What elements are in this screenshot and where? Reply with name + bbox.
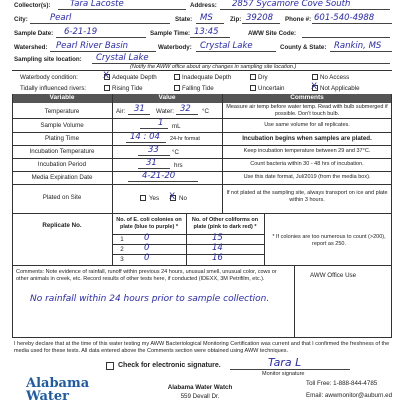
phone-label: Phone #: [285, 16, 312, 23]
org-name: Alabama Water Watch [167, 384, 233, 391]
county-state-value[interactable]: Rankin, MS [334, 41, 382, 51]
electronic-signature-checkbox[interactable] [106, 362, 114, 370]
plated-on-site-label: Plated on Site [42, 194, 82, 201]
sample-volume-comment: Use same volume for all replicates. [264, 122, 350, 128]
sampling-location-value[interactable]: Crystal Lake [96, 53, 149, 63]
org-address: 559 Devall Dr. [180, 393, 220, 400]
replicate-1-ecoli[interactable]: 0 [144, 233, 150, 243]
uncertain-checkbox[interactable] [250, 85, 256, 91]
plated-yes-label: Yes [149, 195, 160, 202]
watershed-label: Watershed: [14, 44, 48, 51]
incubation-temp-unit: °C [172, 149, 179, 156]
incubation-period-unit: hrs [174, 162, 183, 169]
replicates-footnote: * If colonies are too numerous to count (>200), report as 250. [272, 234, 386, 247]
replicate-3-no: 3 [120, 256, 124, 263]
media-exp-value[interactable]: 4-21-20 [142, 171, 176, 181]
collectors-value[interactable]: Tara Lacoste [70, 0, 124, 9]
email[interactable]: Email: awwmonitor@auburn.ed [306, 392, 393, 399]
plating-time-label: Plating Time [44, 135, 80, 142]
notify-note: (Notify the AWW office about any changes in sampling site location.) [130, 64, 297, 70]
adequate-depth-mark: X [103, 71, 110, 81]
address-value[interactable]: 2857 Sycamore Cove South [232, 0, 351, 9]
plating-time-comment: Incubation begins when samples are plated. [242, 135, 372, 142]
state-value[interactable]: MS [200, 13, 213, 23]
phone-value[interactable]: 601-540-4988 [314, 13, 375, 23]
water-value[interactable]: 32 [180, 104, 191, 114]
sample-volume-value[interactable]: 1 [158, 118, 164, 128]
certification-text: I hereby declare that at the time of this water testing my AWW Bacteriological Monitoring Certification was current and that I confirmed the freshness of the media used for these tests. All data entered above the Comments section were obtained using AWW techniques. [14, 341, 390, 354]
replicate-no-header: Replicate No. [42, 222, 82, 229]
incubation-temp-value[interactable]: 33 [148, 145, 159, 155]
rising-tide-label: Rising Tide [112, 85, 143, 92]
zip-label: Zip: [230, 16, 242, 23]
plated-comment: If not plated at the sampling site, always transport on ice and plate within 3 hours. [226, 190, 388, 203]
incubation-temp-comment: Keep incubation temperature between 29 and 37°C. [243, 148, 371, 154]
falling-tide-label: Falling Tide [182, 85, 214, 92]
site-code-field[interactable] [302, 37, 390, 38]
air-value[interactable]: 31 [134, 104, 145, 114]
plated-no-label: No [179, 195, 187, 202]
uncertain-label: Uncertain [258, 85, 285, 92]
state-label: State: [175, 16, 193, 23]
electronic-signature-label: Check for electronic signature. [118, 362, 221, 369]
sample-date-value[interactable]: 6-21-19 [64, 27, 98, 37]
replicate-2-ecoli[interactable]: 0 [144, 243, 150, 253]
temp-comment: Measure air temp before water temp. Read with bulb submerged if possible. Don't touch bulb. [226, 104, 388, 117]
water-label: Water: [156, 108, 174, 115]
toll-free: Toll Free: 1-888-844-4785 [306, 380, 378, 387]
plating-time-unit: 24-hr format [170, 136, 200, 142]
waterbody-condition-label: Waterbody condition: [20, 74, 78, 81]
waterbody-label: Waterbody: [158, 44, 192, 51]
incubation-period-comment: Count bacteria within 30 - 48 hrs of incubation. [250, 161, 364, 167]
county-state-label: County & State: [280, 44, 327, 51]
collectors-label: Collector(s): [14, 2, 51, 9]
incubation-period-label: Incubation Period [37, 161, 87, 168]
temperature-label: Temperature [44, 108, 80, 115]
inadequate-depth-label: Inadequate Depth [182, 74, 232, 81]
monitor-signature-label: Monitor signature [262, 371, 305, 377]
inadequate-depth-checkbox[interactable] [174, 74, 180, 80]
sample-volume-label: Sample Volume [40, 122, 84, 129]
media-exp-label: Media Expiration Date [31, 174, 93, 181]
air-label: Air: [116, 108, 126, 115]
incubation-temp-label: Incubation Temperature [29, 148, 95, 155]
replicate-2-other[interactable]: 14 [212, 243, 223, 253]
rising-tide-checkbox[interactable] [104, 85, 110, 91]
sample-time-value[interactable]: 13:45 [194, 27, 219, 37]
media-exp-comment: Use this date format, Jul/2019 (from the media box). [243, 174, 371, 180]
comments-header: Comments [222, 94, 392, 103]
replicate-1-other[interactable]: 15 [212, 233, 223, 243]
watershed-value[interactable]: Pearl River Basin [56, 41, 129, 51]
plated-yes-checkbox[interactable] [140, 195, 146, 201]
plated-no-mark: X [169, 192, 176, 202]
value-header: Value [112, 94, 222, 103]
dry-checkbox[interactable] [250, 74, 256, 80]
office-use-label: AWW Office Use [310, 272, 357, 279]
temp-unit: °C [202, 108, 209, 115]
sample-time-label: Sample Time: [150, 30, 191, 37]
replicate-3-ecoli[interactable]: 0 [144, 253, 150, 263]
sample-date-label: Sample Date: [14, 30, 54, 37]
ecoli-header: No. of E. coli colonies on plate (blue to purple) * [116, 217, 182, 230]
logo-line2: Water [26, 389, 70, 404]
plating-time-value[interactable]: 14 : 04 [130, 132, 160, 142]
replicate-1-no: 1 [120, 236, 124, 243]
monitor-signature[interactable]: Tara L [268, 356, 302, 369]
not-applicable-mark: X [311, 82, 318, 92]
zip-value[interactable]: 39208 [246, 13, 274, 23]
no-access-label: No Access [320, 74, 350, 81]
comments-instructions: Comments: Note evidence of rainfall, runoff within previous 24 hours, unusual smell, unusual color, cows or other animals in creek, etc. Record results of other tests here, if conducted (IDEXX, 3M Petrifilm, etc.). [16, 269, 277, 282]
not-applicable-label: Not Applicable [320, 85, 360, 92]
tidal-label: Tidally influenced rivers: [20, 85, 87, 92]
city-label: City: [14, 16, 28, 23]
address-label: Address: [190, 2, 217, 9]
variable-header: Variable [12, 94, 112, 103]
replicate-3-other[interactable]: 16 [212, 253, 223, 263]
dry-label: Dry [258, 74, 268, 81]
replicate-2-no: 2 [120, 246, 124, 253]
adequate-depth-label: Adequate Depth [112, 74, 157, 81]
sampling-location-label: Sampling site location: [14, 56, 82, 63]
no-access-checkbox[interactable] [312, 74, 318, 80]
city-value[interactable]: Pearl [50, 13, 72, 23]
other-coliforms-header: No. of Other coliforms on plate (pink to dark red) * [191, 217, 259, 230]
site-code-label: AWW Site Code: [248, 30, 297, 37]
sample-volume-unit: mL [172, 123, 181, 130]
comments-handwritten[interactable]: No rainfall within 24 hours prior to sample collection. [30, 294, 270, 304]
incubation-period-value[interactable]: 31 [146, 158, 157, 168]
waterbody-value[interactable]: Crystal Lake [200, 41, 253, 51]
logo-line1: Alabama [26, 376, 90, 391]
falling-tide-checkbox[interactable] [174, 85, 180, 91]
